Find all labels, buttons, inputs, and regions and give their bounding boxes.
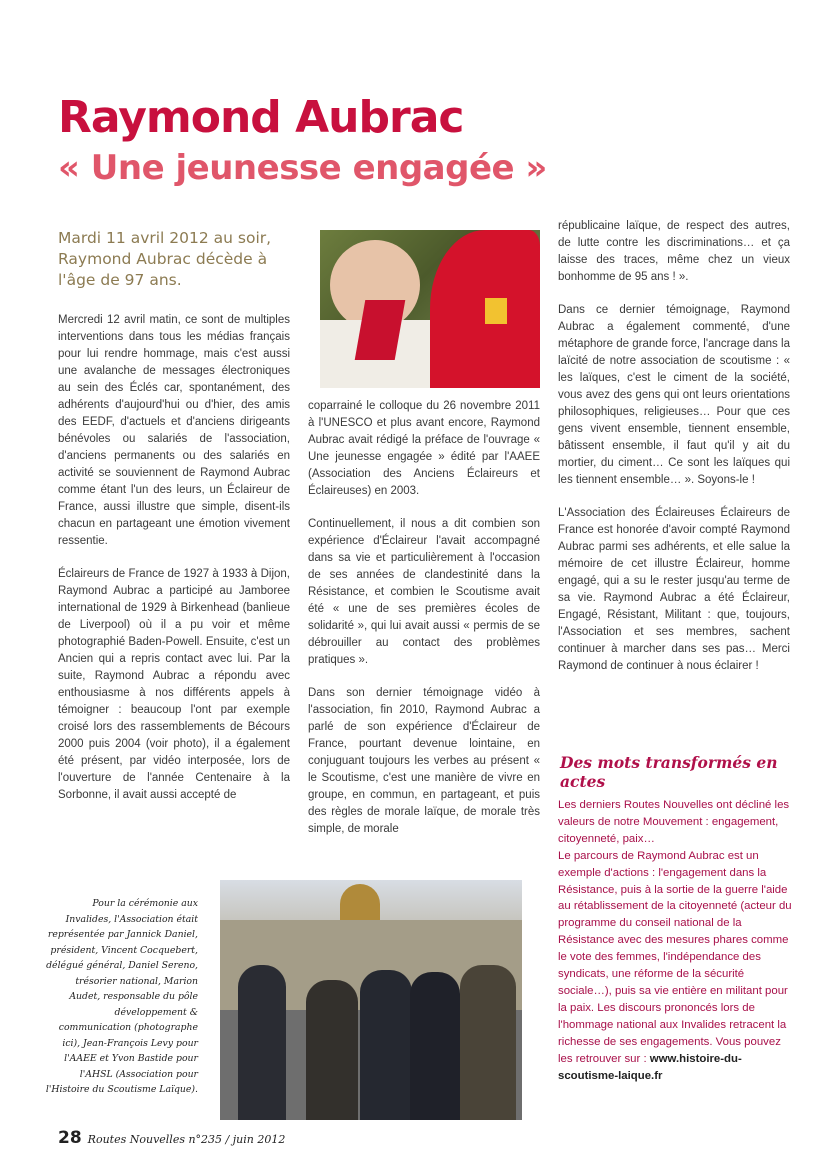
paragraph: Dans ce dernier témoignage, Raymond Aubrac a également commenté, d'une métaphore de grande force, l'ancrage dans la laïcité de notre association de scoutisme : « les laïques, c'est le ciment de la société, vous avez des gens qui ont leurs orientations philosophiques, religieuses… Pour que ces gens vivent ensemble, tiennent ensemble, bâtissent ensemble, il faut qu'il y ait du mortier, du ciment… Ce sont les laïques qui les tiennent ensemble… ». Soyons-le ! <box>558 304 790 486</box>
column-1 <box>58 312 290 820</box>
sidebar-paragraph: Les derniers Routes Nouvelles ont décliné les valeurs de notre Mouvement : engagement, citoyenneté, paix… <box>558 799 790 845</box>
paragraph: républicaine laïque, de respect des autres, de lutte contre les discriminations… et ça laisse des traces, même chez un vieux bonhomme de 95 ans ! ». <box>558 220 790 283</box>
page-footer <box>58 1128 285 1148</box>
paragraph: Mercredi 12 avril matin, ce sont de multiples interventions dans tous les médias français pour lui rendre hommage, mais c'est aussi une avalanche de messages électroniques au sein des Éclés car, spontanément, des adhérents d'aujourd'hui ou d'hier, des amis des EEDF, d'actuels et d'anciens dirigeants bénévoles ou salariés de l'association, d'anciens permanents ou des salariés en activité se souviennent de Raymond Aubrac comme étant l'un des leurs, un Éclaireur de France, aussi illustre que simple, disent-ils chacun en partageant une émotion vivement ressentie. <box>58 314 290 547</box>
photo-aubrac-scout <box>320 230 540 388</box>
paragraph: Continuellement, il nous a dit combien son expérience d'Éclaireur l'avait accompagné dans sa vie et particulièrement à l'occasion de ses années de clandestinité dans la Résistance, et combien le Scoutisme avait été « une de ses premières écoles de solidarité », qui lui avait aussi « permis de se débrouiller au contact des problèmes pratiques ». <box>308 518 540 666</box>
paragraph: Dans son dernier témoignage vidéo à l'association, fin 2010, Raymond Aubrac a parlé de son expérience d'Éclaireur de France, pourtant devenue lointaine, en conjuguant toujours les verbes au présent « le Scoutisme, c'est une manière de vivre en groupe, en commun, en partageant, et puis des règles de morale laïque, de morale très simple, de morale <box>308 687 540 835</box>
sidebar-heading: Des mots transformés en actes <box>560 753 778 791</box>
column-2 <box>308 398 540 854</box>
photo-caption: Pour la cérémonie aux Invalides, l'Association était représentée par Jannick Daniel, président, Vincent Cocquebert, délégué général, Daniel Sereno, trésorier national, Marion Audet, responsable du pôle développement & communication (photographe ici), Jean-François Levy pour l'AAEE et Yvon Bastide pour l'AHSL (Association pour l'Histoire du Scoutisme Laïque). <box>45 898 198 1095</box>
paragraph: Éclaireurs de France de 1927 à 1933 à Dijon, Raymond Aubrac a participé au Jamboree international de 1929 à Birkenhead (banlieue de Liverpool) où il a pu voir et même photographié Baden-Powell. Ensuite, c'est un Ancien qui a repris contact avec lui. Par la suite, Raymond Aubrac a répondu avec enthousiasme à nos différents appels à témoigner : beaucoup l'ont par exemple croisé lors des rassemblements de Bécours 2000 puis 2004 (voir photo), il a également été présent, par vidéo interposée, lors de l'ouverture de l'année Centenaire à la Sorbonne, il avait aussi accepté de <box>58 568 290 801</box>
publication-info: Routes Nouvelles n°235 / juin 2012 <box>87 1133 286 1146</box>
sidebar-box <box>558 797 794 1084</box>
photo-invalides-ceremony <box>220 880 522 1120</box>
column-3 <box>558 218 790 691</box>
paragraph: L'Association des Éclaireuses Éclaireurs de France est honorée d'avoir compté Raymond Aubrac parmi ses adhérents, et elle salue la mémoire de cet illustre Éclaireur, homme engagé, qui a su le rester jusqu'au terme de sa vie. Raymond Aubrac a été Éclaireur, Engagé, Résistant, Militant : que, toujours, l'Association et ses membres, sachent continuer à marcher dans ses pas… Merci Raymond de continuer à nous éclairer ! <box>558 507 790 672</box>
paragraph: coparrainé le colloque du 26 novembre 2011 à l'UNESCO et plus avant encore, Raymond Aubrac avait rédigé la préface de l'ouvrage « Une jeunesse engagée » édité par l'AAEE (Association des Anciens Éclaireurs et Éclaireuses) en 2003. <box>308 400 540 497</box>
article-subtitle: « Une jeunesse engagée » <box>58 148 547 188</box>
article-intro: Mardi 11 avril 2012 au soir, Raymond Aubrac décède à l'âge de 97 ans. <box>58 229 272 289</box>
article-title: Raymond Aubrac <box>58 92 464 143</box>
website-link[interactable]: www.histoire-du-scoutisme-laique.fr <box>558 1052 742 1082</box>
page-number: 28 <box>58 1128 82 1148</box>
sidebar-paragraph: Le parcours de Raymond Aubrac est un exemple d'actions : l'engagement dans la Résistance, puis à la sortie de la guerre l'aide au rétablissement de la citoyenneté (acteur du programme du conseil national de la Résistance avec des mesures phares comme le vote des femmes, l'indépendance des syndicats, une réforme de la sécurité sociale…), puis sa vie entière en militant pour la paix. Les discours prononcés lors de l'hommage national aux Invalides retracent la richesse de ses engagements. Vous pouvez les retrouver sur : <box>558 849 792 1065</box>
